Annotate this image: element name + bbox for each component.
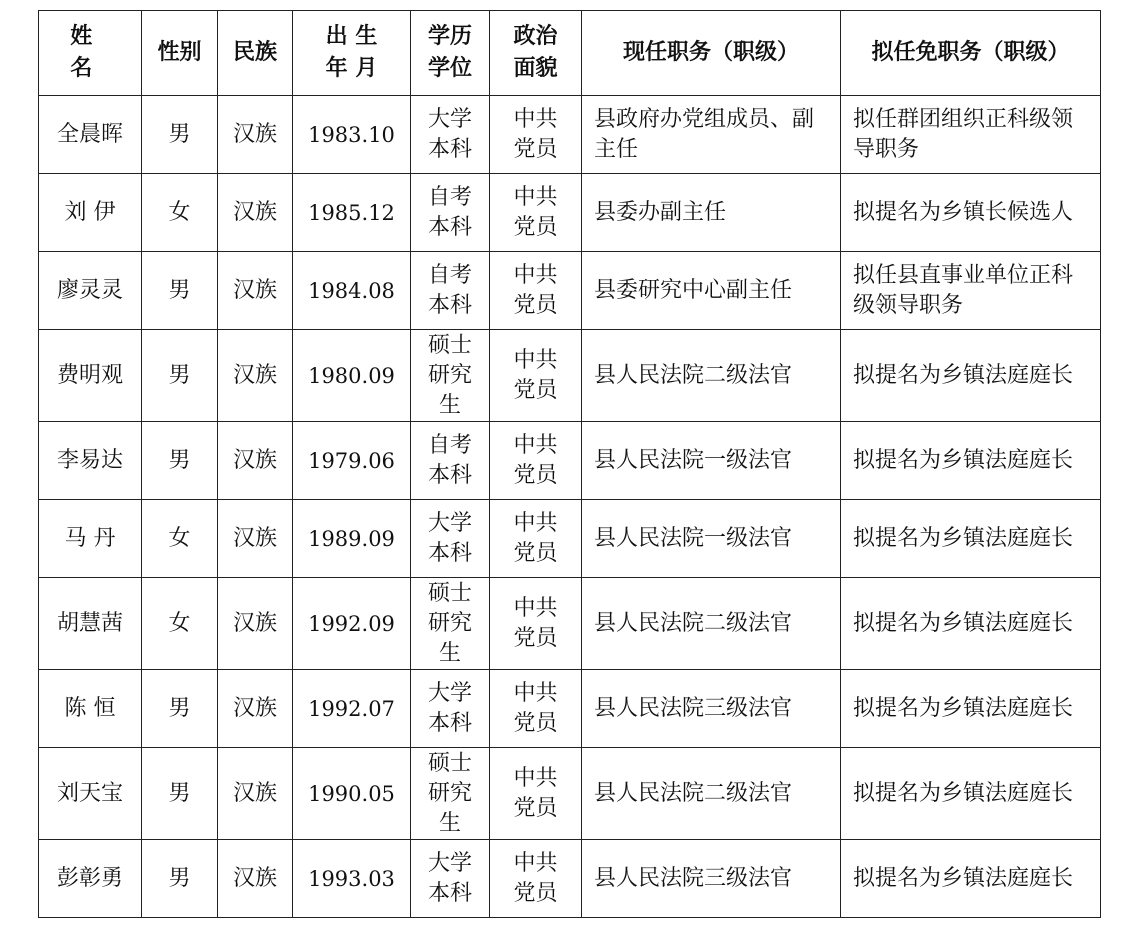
- cell-current-position: 县政府办党组成员、副主任: [582, 96, 841, 174]
- cell-ethnicity: 汉族: [218, 670, 293, 748]
- header-name: 姓 名: [39, 11, 142, 96]
- header-birth: [293, 11, 411, 96]
- header-political-status: [490, 11, 582, 96]
- table-row: [39, 422, 1101, 500]
- cell-proposed-position: 拟提名为乡镇法庭庭长: [841, 840, 1101, 918]
- table-row: [39, 252, 1101, 330]
- header-current-position: 现任职务（职级）: [582, 11, 841, 96]
- cell-political-status-text: 中共党员: [513, 595, 558, 651]
- cell-education: [411, 174, 490, 252]
- cell-proposed-position: 拟提名为乡镇法庭庭长: [841, 330, 1101, 422]
- cell-gender: 女: [142, 578, 218, 670]
- cell-birth-date: 1979.06: [293, 422, 411, 500]
- cell-education-text: 大学本科: [428, 680, 473, 736]
- cell-ethnicity: 汉族: [218, 422, 293, 500]
- table-row: [39, 174, 1101, 252]
- cell-political-status-text: 中共党员: [513, 680, 558, 736]
- cell-political-status: [490, 840, 582, 918]
- cell-name: 胡慧茜: [39, 578, 142, 670]
- cell-birth-date: 1993.03: [293, 840, 411, 918]
- cell-political-status-text: 中共党员: [513, 184, 558, 240]
- cell-current-position: 县人民法院二级法官: [582, 578, 841, 670]
- cell-political-status: [490, 578, 582, 670]
- cell-current-position: 县人民法院三级法官: [582, 670, 841, 748]
- table-row: [39, 748, 1101, 840]
- cell-gender: 男: [142, 840, 218, 918]
- cell-political-status: [490, 748, 582, 840]
- cell-name: 彭彰勇: [39, 840, 142, 918]
- cell-ethnicity: 汉族: [218, 578, 293, 670]
- cell-birth-date: 1990.05: [293, 748, 411, 840]
- table-row: [39, 578, 1101, 670]
- cell-name: 马 丹: [39, 500, 142, 578]
- cell-education-text: 硕士研究生: [428, 332, 473, 418]
- cell-birth-date: 1989.09: [293, 500, 411, 578]
- table-row: [39, 840, 1101, 918]
- cell-political-status: [490, 96, 582, 174]
- cell-political-status: [490, 330, 582, 422]
- cell-proposed-position: 拟任群团组织正科级领导职务: [841, 96, 1101, 174]
- cell-proposed-position: 拟提名为乡镇法庭庭长: [841, 422, 1101, 500]
- header-gender: 性别: [142, 11, 218, 96]
- cell-gender: 女: [142, 174, 218, 252]
- cell-political-status-text: 中共党员: [513, 262, 558, 318]
- cell-education-text: 自考本科: [428, 432, 473, 488]
- cell-current-position: 县人民法院三级法官: [582, 840, 841, 918]
- header-party-line1: 政治: [513, 24, 558, 49]
- table-row: [39, 500, 1101, 578]
- header-proposed-position: 拟任免职务（职级）: [841, 11, 1101, 96]
- table-row: [39, 670, 1101, 748]
- cell-education: [411, 96, 490, 174]
- cell-proposed-position: 拟任县直事业单位正科级领导职务: [841, 252, 1101, 330]
- cell-current-position: 县人民法院一级法官: [582, 422, 841, 500]
- cell-education: [411, 422, 490, 500]
- header-birth-line2: 年 月: [325, 56, 378, 81]
- header-education-line1: 学历: [427, 24, 472, 49]
- cell-ethnicity: 汉族: [218, 748, 293, 840]
- cell-political-status: [490, 670, 582, 748]
- cell-gender: 男: [142, 422, 218, 500]
- cell-name: 费明观: [39, 330, 142, 422]
- cell-political-status: [490, 252, 582, 330]
- cell-gender: 男: [142, 252, 218, 330]
- cell-political-status: [490, 174, 582, 252]
- cell-name: 刘 伊: [39, 174, 142, 252]
- cell-education: [411, 578, 490, 670]
- table-row: [39, 96, 1101, 174]
- header-education-line2: 学位: [427, 56, 472, 81]
- cell-political-status-text: 中共党员: [513, 347, 558, 403]
- cell-proposed-position: 拟提名为乡镇长候选人: [841, 174, 1101, 252]
- cell-political-status: [490, 500, 582, 578]
- cell-name: 陈 恒: [39, 670, 142, 748]
- cell-education: [411, 840, 490, 918]
- header-party-line2: 面貌: [513, 56, 558, 81]
- cell-ethnicity: 汉族: [218, 96, 293, 174]
- cell-political-status-text: 中共党员: [513, 765, 558, 821]
- cell-gender: 男: [142, 670, 218, 748]
- cell-education-text: 大学本科: [428, 106, 473, 162]
- cell-current-position: 县人民法院二级法官: [582, 330, 841, 422]
- header-birth-line1: 出 生: [325, 24, 378, 49]
- cell-political-status-text: 中共党员: [513, 106, 558, 162]
- cell-education: [411, 748, 490, 840]
- cell-ethnicity: 汉族: [218, 500, 293, 578]
- cell-proposed-position: 拟提名为乡镇法庭庭长: [841, 578, 1101, 670]
- cell-name: 李易达: [39, 422, 142, 500]
- cell-proposed-position: 拟提名为乡镇法庭庭长: [841, 500, 1101, 578]
- cell-name: 廖灵灵: [39, 252, 142, 330]
- cell-political-status-text: 中共党员: [513, 850, 558, 906]
- cell-education-text: 大学本科: [428, 850, 473, 906]
- cell-political-status-text: 中共党员: [513, 432, 558, 488]
- table-row: [39, 330, 1101, 422]
- cell-education: [411, 670, 490, 748]
- cell-name: 全晨晖: [39, 96, 142, 174]
- cell-birth-date: 1984.08: [293, 252, 411, 330]
- cell-current-position: 县委研究中心副主任: [582, 252, 841, 330]
- cell-current-position: 县人民法院一级法官: [582, 500, 841, 578]
- cell-education-text: 自考本科: [428, 262, 473, 318]
- cell-birth-date: 1980.09: [293, 330, 411, 422]
- cell-current-position: 县人民法院二级法官: [582, 748, 841, 840]
- cell-proposed-position: 拟提名为乡镇法庭庭长: [841, 670, 1101, 748]
- cell-education: [411, 330, 490, 422]
- cell-education: [411, 500, 490, 578]
- cell-birth-date: 1992.09: [293, 578, 411, 670]
- cell-ethnicity: 汉族: [218, 330, 293, 422]
- header-ethnicity: 民族: [218, 11, 293, 96]
- cell-ethnicity: 汉族: [218, 174, 293, 252]
- cell-political-status: [490, 422, 582, 500]
- cell-education-text: 自考本科: [428, 184, 473, 240]
- cell-education-text: 大学本科: [428, 510, 473, 566]
- cell-gender: 女: [142, 500, 218, 578]
- cell-ethnicity: 汉族: [218, 252, 293, 330]
- header-row: [39, 11, 1101, 96]
- cell-gender: 男: [142, 330, 218, 422]
- personnel-table: [38, 10, 1101, 918]
- cell-proposed-position: 拟提名为乡镇法庭庭长: [841, 748, 1101, 840]
- cell-education-text: 硕士研究生: [428, 750, 473, 836]
- cell-birth-date: 1983.10: [293, 96, 411, 174]
- cell-gender: 男: [142, 748, 218, 840]
- cell-ethnicity: 汉族: [218, 840, 293, 918]
- cell-name: 刘天宝: [39, 748, 142, 840]
- cell-political-status-text: 中共党员: [513, 510, 558, 566]
- cell-education-text: 硕士研究生: [428, 580, 473, 666]
- cell-birth-date: 1985.12: [293, 174, 411, 252]
- header-education: [411, 11, 490, 96]
- cell-gender: 男: [142, 96, 218, 174]
- cell-current-position: 县委办副主任: [582, 174, 841, 252]
- cell-education: [411, 252, 490, 330]
- cell-birth-date: 1992.07: [293, 670, 411, 748]
